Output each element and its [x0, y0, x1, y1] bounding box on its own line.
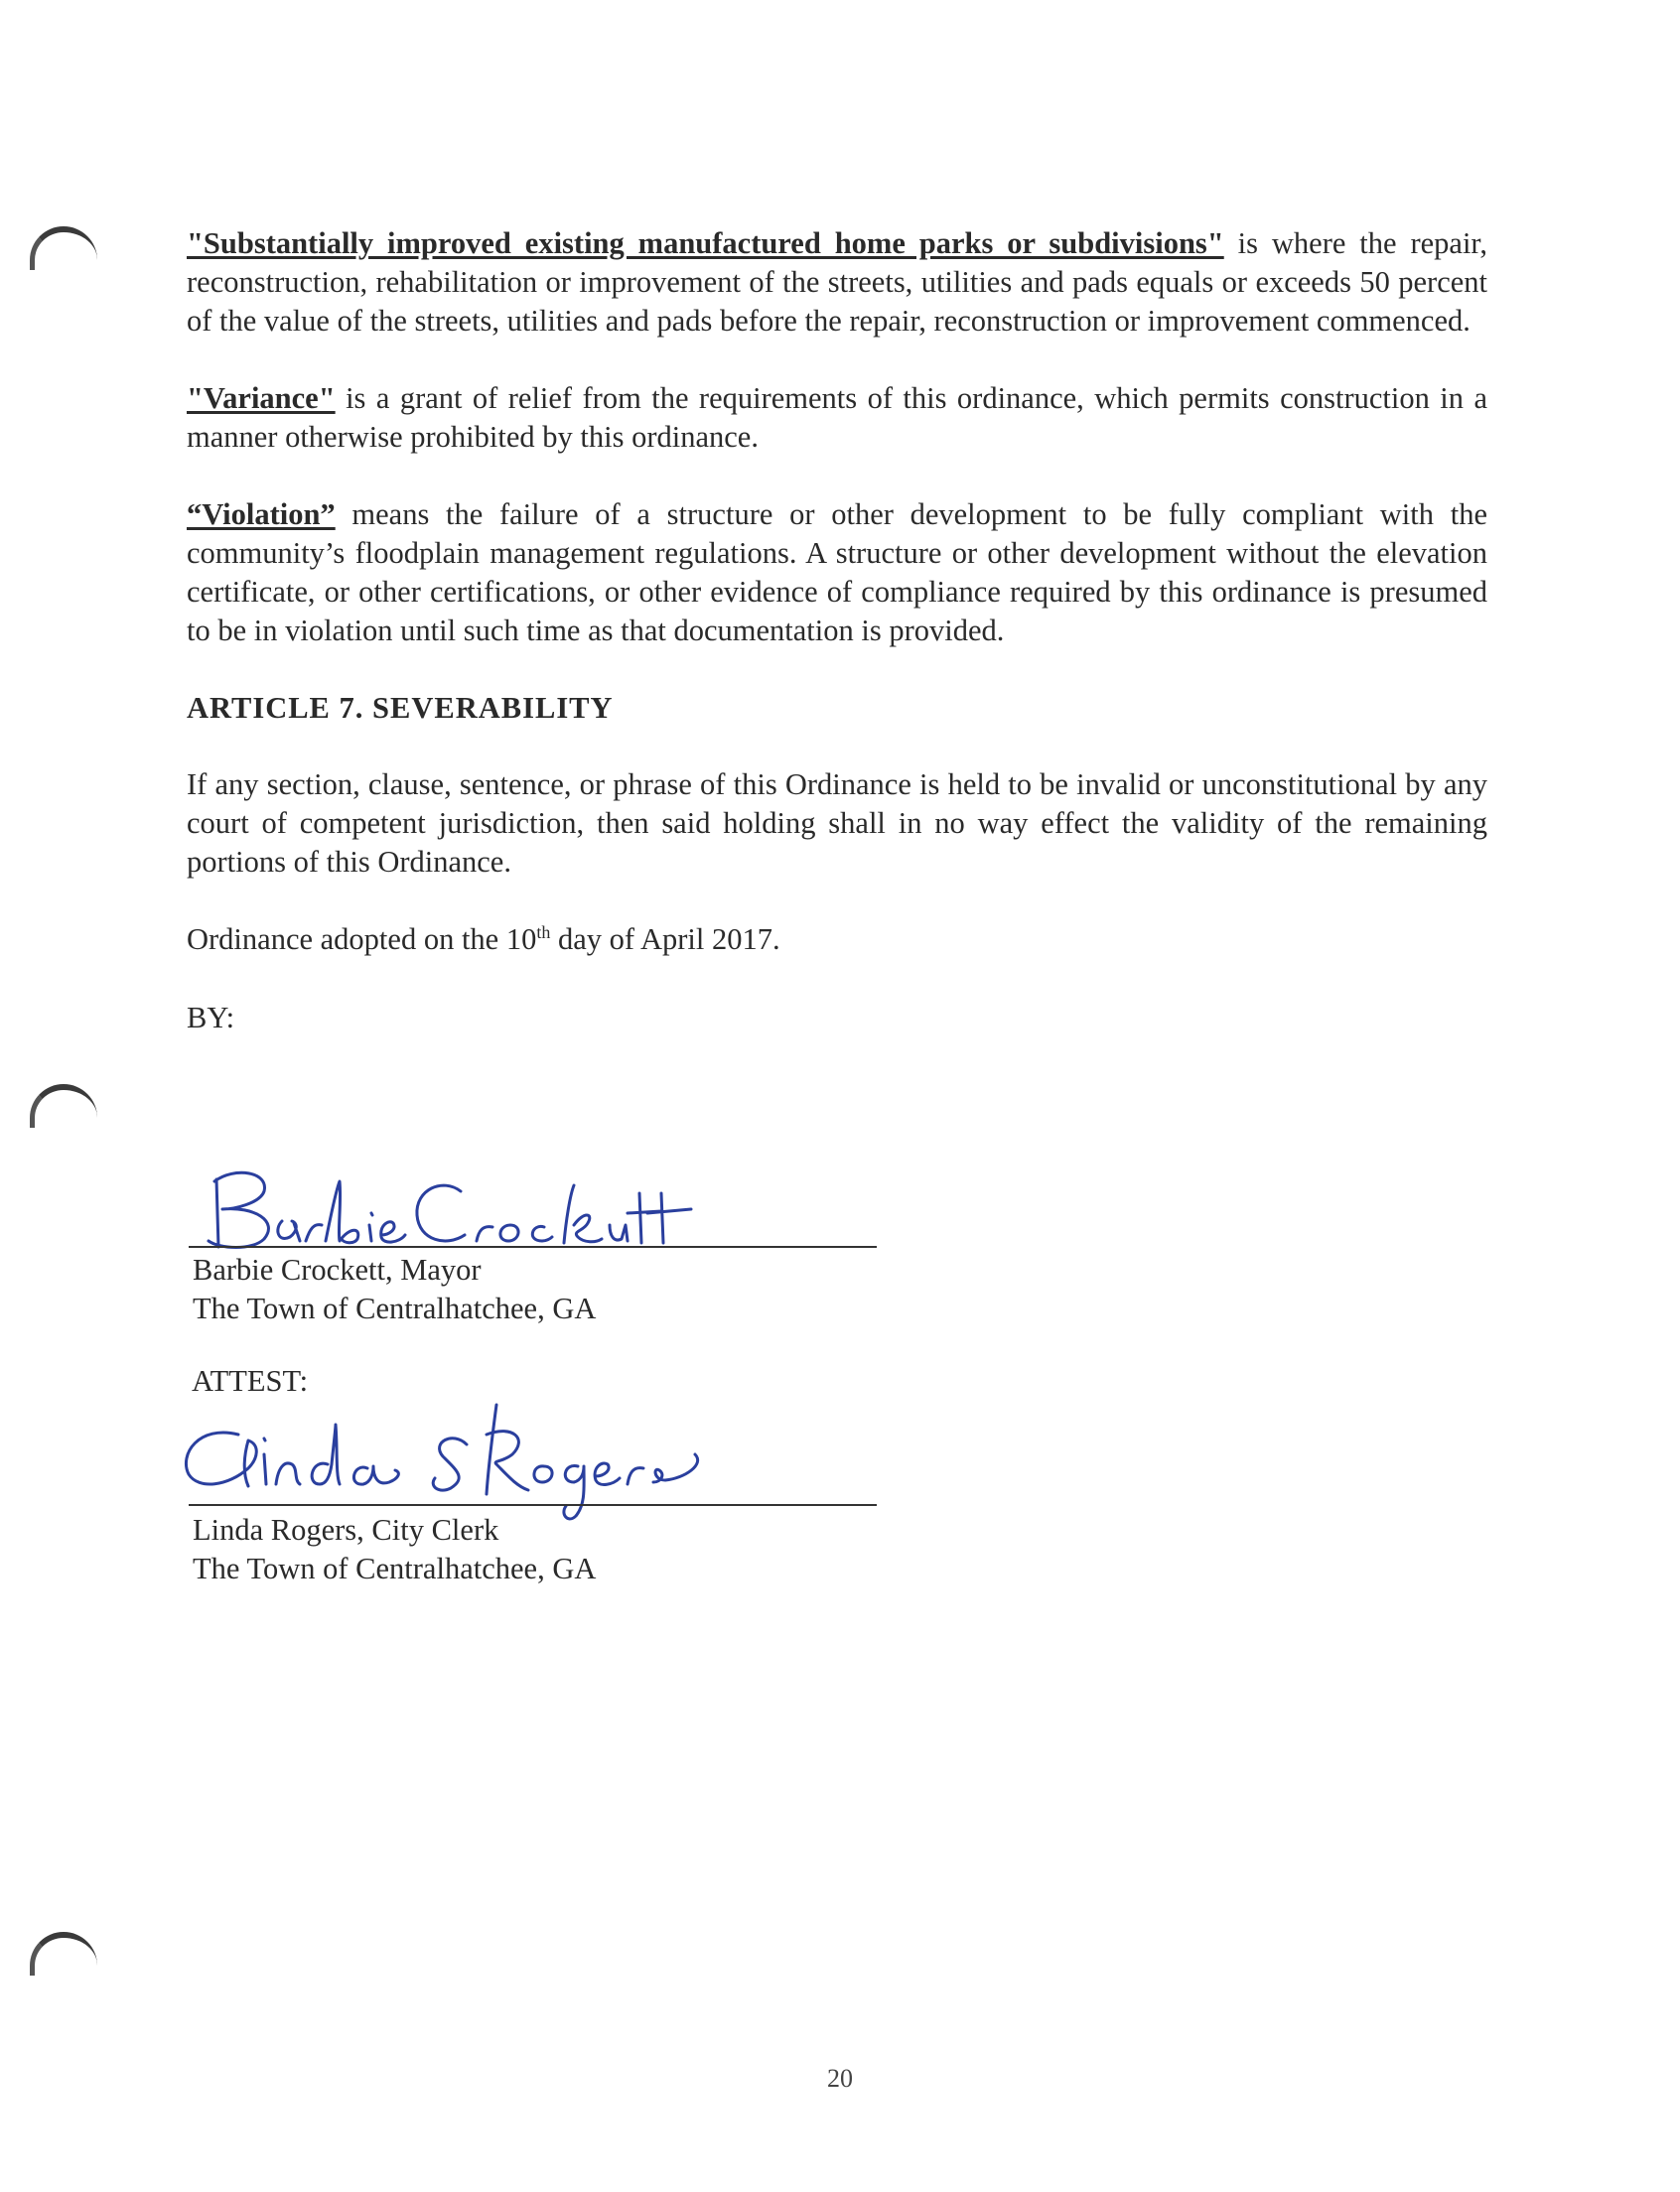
clerk-signature-line — [189, 1504, 877, 1506]
definition-text: means the failure of a structure or other development to be fully compliant with the community’s floodplain management regulations. A structure or other development without the elevation certificate, or other certifications, or other evidence of compliance required by this ordinance is presumed to be in violation until such time as that documentation is provided. — [187, 497, 1487, 647]
punch-hole-top — [30, 226, 97, 270]
severability-paragraph: If any section, clause, sentence, or phrase of this Ordinance is held to be invalid or unconstitutional by any court of competent jurisdiction, then said holding shall in no way effect the validity of the remaining portions of this Ordinance. — [187, 767, 1487, 879]
article-heading: ARTICLE 7. SEVERABILITY — [187, 691, 614, 725]
clerk-name-title: Linda Rogers, City Clerk — [193, 1513, 499, 1547]
adoption-suffix: day of April 2017. — [550, 922, 780, 956]
definition-text: is where the repair, reconstruction, rehabilitation or improvement of the streets, utilities and pads equals or exceeds 50 percent of the value of the streets, utilities and pads before the repair, reconstruction or improvement commenced. — [187, 226, 1487, 338]
adoption-ordinal: th — [536, 921, 551, 942]
adoption-statement — [187, 920, 1487, 959]
mayor-signature — [195, 1152, 711, 1261]
document-body — [187, 224, 1487, 1037]
clerk-town: The Town of Centralhatchee, GA — [193, 1552, 597, 1585]
definition-violation — [187, 495, 1487, 650]
mayor-name-title: Barbie Crockett, Mayor — [193, 1253, 482, 1287]
page-number: 20 — [827, 2064, 853, 2093]
definition-term: "Variance" — [187, 381, 336, 415]
definition-text: is a grant of relief from the requirements of this ordinance, which permits construction in a manner otherwise prohibited by this ordinance. — [187, 381, 1487, 454]
attest-label: ATTEST: — [192, 1364, 309, 1398]
punch-hole-bottom — [30, 1932, 97, 1976]
definition-variance — [187, 379, 1487, 457]
by-label: BY: — [187, 1001, 235, 1034]
definition-term: "Substantially improved existing manufactured home parks or subdivisions" — [187, 226, 1224, 260]
definition-substantially-improved — [187, 224, 1487, 341]
mayor-signature-line — [189, 1246, 877, 1248]
adoption-prefix: Ordinance adopted on the 10 — [187, 922, 537, 956]
definition-term: “Violation” — [187, 497, 336, 531]
mayor-town: The Town of Centralhatchee, GA — [193, 1292, 597, 1325]
punch-hole-middle — [30, 1084, 97, 1128]
